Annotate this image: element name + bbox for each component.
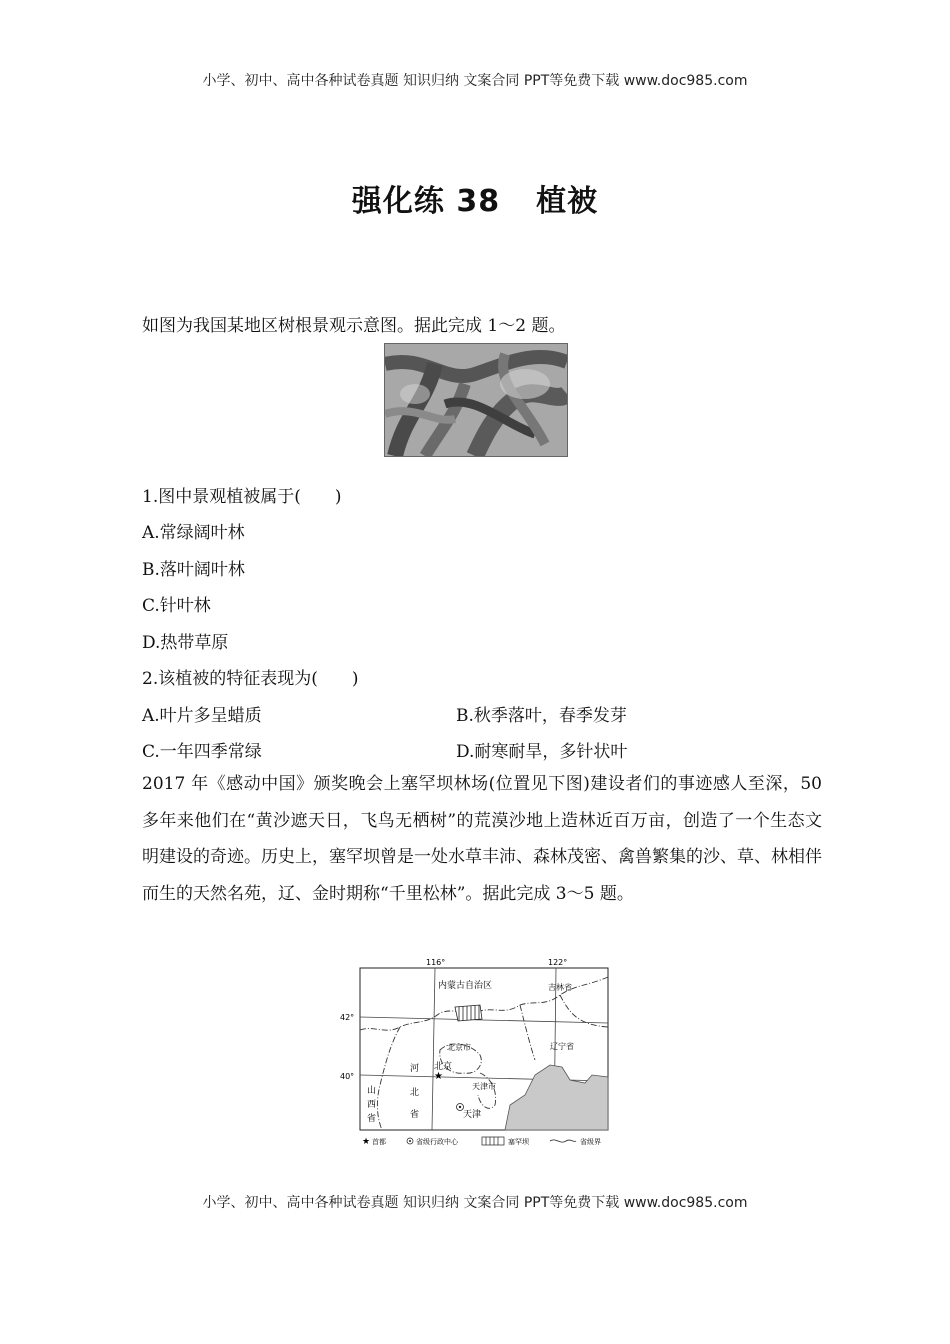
region-bei: 北 (410, 1088, 420, 1098)
region-liaoning: 辽宁省 (550, 1042, 574, 1051)
region-xi: 西 (367, 1100, 377, 1110)
legend-hatch-icon (482, 1137, 504, 1145)
region-beijing-city: 北京市 (447, 1043, 471, 1052)
q1-option-c: C.针叶林 (142, 596, 211, 616)
q1-option-a: A.常绿阔叶林 (142, 523, 245, 543)
lon-label-122: 122° (548, 958, 568, 967)
q2-option-c: C.一年四季常绿 (142, 742, 262, 762)
region-sheng-2: 省 (367, 1114, 377, 1124)
page-header: 小学、初中、高中各种试卷真题 知识归纳 文案合同 PPT等免费下载 www.doc985.com (202, 73, 748, 89)
q1-option-d: D.热带草原 (142, 633, 229, 653)
saihanba-map (330, 955, 620, 1150)
q2-stem: 2.该植被的特征表现为( ) (142, 669, 359, 689)
region-sheng: 省 (410, 1110, 420, 1120)
q2-option-a: A.叶片多呈蜡质 (142, 706, 262, 726)
region-jilin: 吉林省 (548, 983, 572, 992)
region-shan: 山 (367, 1086, 377, 1096)
q1-option-b: B.落叶阔叶林 (142, 560, 245, 580)
page-footer: 小学、初中、高中各种试卷真题 知识归纳 文案合同 PPT等免费下载 www.doc985.com (202, 1195, 748, 1211)
region-tianjin-city: 天津市 (472, 1082, 496, 1091)
lat-label-40: 40° (340, 1072, 355, 1081)
legend-saihanba: 塞罕坝 (508, 1138, 529, 1146)
legend-star-icon: ★ (362, 1137, 371, 1147)
tree-root-photo (384, 343, 568, 457)
saihanba-area (455, 1005, 482, 1021)
capital-star-icon: ★ (434, 1071, 443, 1082)
page-title (0, 176, 950, 220)
legend-provincial-border: 省级界 (580, 1138, 601, 1146)
region-neimenggu: 内蒙古自治区 (438, 981, 493, 991)
legend-capital: 首都 (372, 1138, 386, 1146)
lon-label-116: 116° (426, 958, 446, 967)
city-beijing: 北京 (434, 1062, 453, 1072)
region-he: 河 (410, 1064, 420, 1074)
q1-stem: 1.图中景观植被属于( ) (142, 487, 342, 507)
intro-1: 如图为我国某地区树根景观示意图。据此完成 1～2 题。 (142, 316, 566, 336)
title-topic: 植被 (536, 184, 599, 219)
lat-label-42: 42° (340, 1013, 355, 1022)
city-tianjin: 天津 (463, 1110, 482, 1120)
legend-border-icon (550, 1140, 576, 1142)
q2-option-b: B.秋季落叶，春季发芽 (456, 706, 627, 726)
title-main: 强化练 38 (351, 184, 501, 219)
q2-option-d: D.耐寒耐旱，多针状叶 (456, 742, 628, 762)
legend-provincial-center: 省级行政中心 (416, 1138, 458, 1146)
intro-2: 2017 年《感动中国》颁奖晚会上塞罕坝林场(位置见下图)建设者们的事迹感人至深，50 多年来他们在“黄沙遮天日，飞鸟无栖树”的荒漠沙地上造林近百万亩，创造了一个生态文明建设的奇迹。历史上，塞罕坝曾是一处水草丰沛、森林茂密、禽兽繁集的沙、草、林相伴而生的天然名苑，辽、金时期称“千里松林”。据此完成 3～5 题。 (142, 774, 822, 904)
